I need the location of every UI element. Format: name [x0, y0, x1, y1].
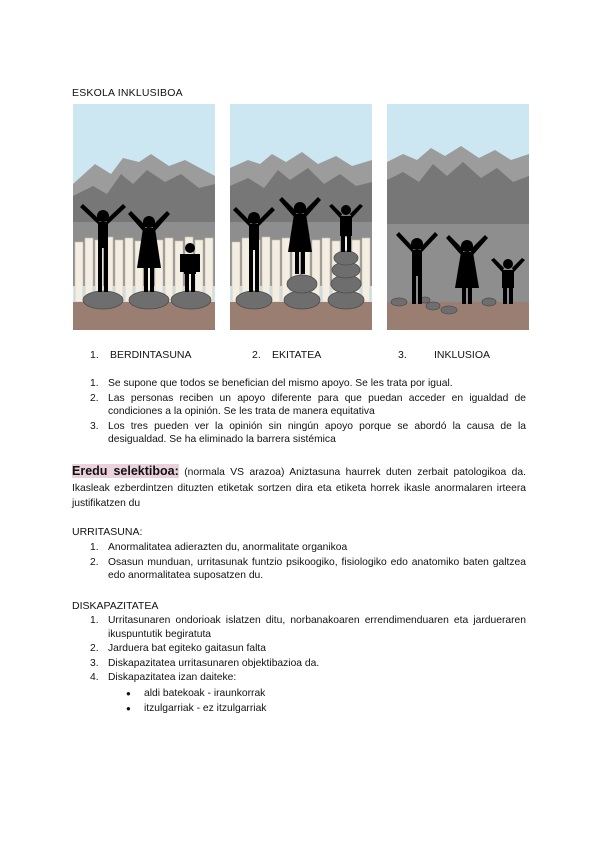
diskapazitatea-list: [90, 614, 526, 685]
highlighted-term: Eredu selektiboa:: [72, 464, 179, 478]
explanation-list: [90, 377, 526, 447]
list-item: 1. Anormalitatea adierazten du, anormalitate organikoa: [90, 542, 348, 553]
caption-label: BERDINTASUNA: [110, 349, 192, 361]
urritasuna-list: [90, 541, 526, 583]
bullet-icon: ●: [126, 689, 131, 698]
caption-inclusion: 3. INKLUSIOA: [398, 349, 491, 361]
panel-equality: [73, 104, 215, 330]
equality-illustration: [73, 104, 530, 330]
caption-label: EKITATEA: [272, 349, 322, 361]
caption-equity: 2. EKITATEA: [252, 349, 322, 361]
list-item: ● aldi batekoak - iraunkorrak: [126, 688, 266, 699]
list-item: 1. Urritasunaren ondorioak islatzen ditu, norbanakoaren errendimenduaren eta jardueraren ikuspuntutik begiratuta: [90, 615, 526, 640]
section-heading-diskapazitatea: DISKAPAZITATEA: [72, 600, 159, 612]
list-item: 1. Se supone que todos se benefician del mismo apoyo. Se les trata por igual.: [90, 378, 453, 389]
list-item: 3. Los tres pueden ver la opinión sin ningún apoyo porque se abordó la causa de la desigualdad. Se ha eliminado la barrera sistémica: [90, 420, 526, 445]
list-item: 2. Osasun munduan, urritasunak funtzio psikoogiko, fisiologiko edo anatomiko baten galtzea edo anormalitatea suposatzen du.: [90, 556, 526, 581]
panel-inclusion: [387, 104, 529, 330]
list-item: 2. Jarduera bat egiteko gaitasun falta: [90, 643, 266, 654]
diskapazitatea-sublist: [126, 687, 266, 715]
page-title: ESKOLA INKLUSIBOA: [72, 87, 183, 99]
list-item: ● itzulgarriak - ez itzulgarriak: [126, 702, 267, 714]
section-heading-urritasuna: URRITASUNA:: [72, 526, 143, 538]
panel-equity: [230, 104, 372, 330]
caption-label: INKLUSIOA: [434, 349, 491, 361]
list-item: 4. Diskapazitatea izan daiteke:: [90, 672, 237, 683]
stone-box-icon: [83, 291, 211, 309]
selective-model-paragraph: Eredu selektiboa: (normala VS arazoa) Aniztasuna haurrek duten zerbait patologikoa da. Ikasleak ezberdintzen dituzten etiketak sortzen dira eta etiketa horrek ikasle anormalaren irteera justifikatzen du: [72, 464, 526, 509]
caption-equality: 1. BERDINTASUNA: [90, 349, 192, 361]
list-item: 2. Las personas reciben un apoyo diferente para que puedan acceder en igualdad de condiciones a la opinión. Se les trata de manera equitativa: [90, 392, 526, 417]
list-item: 3. Diskapazitatea urritasunaren objektibazioa da.: [90, 657, 320, 669]
bullet-icon: ●: [126, 703, 131, 713]
